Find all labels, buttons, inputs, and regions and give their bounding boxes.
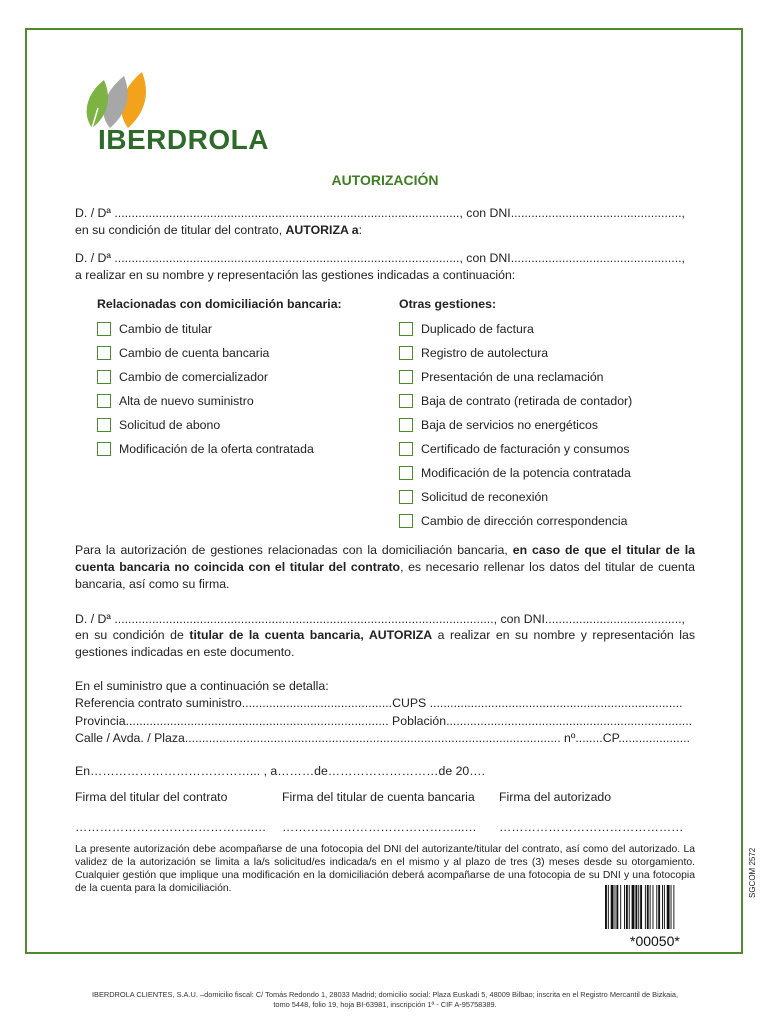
barcode-bar xyxy=(626,885,628,929)
option-label: Cambio de titular xyxy=(119,322,212,336)
checkbox[interactable] xyxy=(97,346,111,360)
brand-name: IBERDROLA xyxy=(98,124,269,155)
signature-line-cuenta: ……………………………………...… xyxy=(282,820,477,834)
option-row[interactable] xyxy=(97,321,212,337)
option-row[interactable] xyxy=(97,441,314,457)
barcode-bar xyxy=(673,885,674,929)
supply-intro: En el suministro que a continuación se detalla: xyxy=(75,679,329,693)
authorizer-line: D. / Dª ....................................................................................................., con DNI.................................................., xyxy=(75,206,685,220)
option-label: Cambio de dirección correspondencia xyxy=(421,514,628,528)
bank-holder-paragraph: Para la autorización de gestiones relacionadas con la domiciliación bancaria, en caso de que el titular de la cuenta bancaria no coincida con el titular del contrato, es necesario rellenar los datos del titular de cuenta bancaria, así como su firma. xyxy=(75,543,695,591)
option-row[interactable] xyxy=(399,369,604,385)
checkbox[interactable] xyxy=(399,466,413,480)
checkbox[interactable] xyxy=(97,322,111,336)
authorized-line: D. / Dª ....................................................................................................., con DNI.................................................., xyxy=(75,251,685,265)
option-row[interactable] xyxy=(399,321,534,337)
document-border xyxy=(25,28,743,954)
checkbox[interactable] xyxy=(399,322,413,336)
barcode-bar xyxy=(620,885,621,929)
checkbox[interactable] xyxy=(399,370,413,384)
barcode-bar xyxy=(615,885,616,929)
barcode-bar xyxy=(611,885,614,929)
checkbox[interactable] xyxy=(97,418,111,432)
bank-options-header: Relacionadas con domiciliación bancaria: xyxy=(97,297,342,311)
footer-line-2: tomo 5448, folio 19, hoja BI-63981, inscripción 1ª - CIF A-95758389. xyxy=(273,1000,497,1009)
checkbox[interactable] xyxy=(399,514,413,528)
checkbox[interactable] xyxy=(399,490,413,504)
option-label: Duplicado de factura xyxy=(421,322,534,336)
signature-label-cuenta: Firma del titular de cuenta bancaria xyxy=(282,790,475,804)
option-row[interactable] xyxy=(399,441,629,457)
barcode-bar xyxy=(662,885,663,929)
option-row[interactable] xyxy=(97,369,268,385)
bank-holder-line: D. / Dª ..............................................................................................................., con DNI........................................, xyxy=(75,612,685,626)
company-footer xyxy=(0,990,770,1010)
contract-reference-line: Referencia contrato suministro............................................CUPS .......................................................................... xyxy=(75,696,683,710)
option-row[interactable] xyxy=(399,345,548,361)
option-row[interactable] xyxy=(399,489,548,505)
signature-line-titular: ……………………………………..… xyxy=(75,820,267,834)
legal-notice: La presente autorización debe acompañarse de una fotocopia del DNI del autorizante/titular del contrato, así como del autorizado. La validez de la autorización se limita a la/s solicitud/es indicada/s en el mismo y al plazo de tres (3) meses desde su otorgamiento. Cualquier gestión que implique una modificación en la domiciliación deberá acompañarse de una fotocopia de su DNI y una fotocopia de la cuenta para la domiciliación. xyxy=(75,844,695,894)
checkbox[interactable] xyxy=(97,442,111,456)
option-row[interactable] xyxy=(399,417,598,433)
option-row[interactable] xyxy=(97,393,254,409)
form-code: SGCOM 2572 xyxy=(748,847,757,898)
checkbox[interactable] xyxy=(399,394,413,408)
barcode-bar xyxy=(632,885,635,929)
option-label: Presentación de una reclamación xyxy=(421,370,604,384)
option-label: Modificación de la oferta contratada xyxy=(119,442,314,456)
authorized-scope: a realizar en su nombre y representación las gestiones indicadas a continuación: xyxy=(75,268,516,282)
option-row[interactable] xyxy=(399,465,631,481)
option-label: Alta de nuevo suministro xyxy=(119,394,254,408)
bank-holder-condition: en su condición de titular de la cuenta bancaria, AUTORIZA a realizar en su nombre y representación las gestiones indicadas en este documento. xyxy=(75,628,696,659)
barcode-bar xyxy=(671,885,672,929)
barcode-bar xyxy=(640,885,642,929)
option-label: Registro de autolectura xyxy=(421,346,549,360)
option-label: Modificación de la potencia contratada xyxy=(421,466,631,480)
barcode-bar xyxy=(645,885,646,929)
option-label: Baja de servicios no energéticos xyxy=(421,418,599,432)
barcode-number: *00050* xyxy=(630,933,680,949)
option-label: Cambio de cuenta bancaria xyxy=(119,346,270,360)
option-row[interactable] xyxy=(97,417,220,433)
option-label: Certificado de facturación y consumos xyxy=(421,442,630,456)
option-row[interactable] xyxy=(399,513,627,529)
footer-line-1: IBERDROLA CLIENTES, S.A.U. –domicilio fiscal: C/ Tomás Redondo 1, 28033 Madrid; domicilio social: Plaza Euskadi 5, 48009 Bilbao; inscrita en el Registro Mercantil de Bizkaia, xyxy=(91,990,679,999)
checkbox[interactable] xyxy=(399,418,413,432)
document-title: AUTORIZACIÓN xyxy=(331,172,439,188)
street-line: Calle / Avda. / Plaza.............................................................................................................. nº........CP..................... xyxy=(75,731,690,745)
signature-line-autorizado: ……………………………………… xyxy=(499,820,684,834)
checkbox[interactable] xyxy=(97,394,111,408)
barcode-bar xyxy=(616,885,618,929)
option-row[interactable] xyxy=(399,393,632,409)
barcode-bar xyxy=(658,885,660,929)
other-options-header: Otras gestiones: xyxy=(399,297,497,311)
option-label: Solicitud de abono xyxy=(119,418,221,432)
barcode-bar xyxy=(650,885,651,929)
option-row[interactable] xyxy=(97,345,269,361)
iberdrola-logo-icon xyxy=(80,68,160,130)
barcode-bar xyxy=(629,885,630,929)
signature-label-autorizado: Firma del autorizado xyxy=(499,790,612,804)
authorizer-condition: en su condición de titular del contrato, AUTORIZA a: xyxy=(75,223,363,237)
barcode-bar xyxy=(656,885,657,929)
barcode-bar xyxy=(647,885,649,929)
barcode-icon xyxy=(605,885,697,929)
option-label: Baja de contrato (retirada de contador) xyxy=(421,394,633,408)
barcode-bar xyxy=(667,885,670,929)
signature-label-titular: Firma del titular del contrato xyxy=(75,790,228,804)
barcode-bar xyxy=(605,885,607,929)
option-label: Cambio de comercializador xyxy=(119,370,268,384)
barcode-bar xyxy=(653,885,654,929)
checkbox[interactable] xyxy=(399,346,413,360)
province-line: Provincia............................................................................. Población........................................................................ xyxy=(75,714,693,728)
barcode-bar xyxy=(624,885,625,929)
option-label: Solicitud de reconexión xyxy=(421,490,549,504)
checkbox[interactable] xyxy=(399,442,413,456)
checkbox[interactable] xyxy=(97,370,111,384)
barcode-bar xyxy=(664,885,665,929)
date-place-line: En…………………………………... , a………de………………………de 20…. xyxy=(75,764,485,778)
barcode-bar xyxy=(608,885,609,929)
barcode-bar xyxy=(638,885,639,929)
barcode-bar xyxy=(635,885,637,929)
